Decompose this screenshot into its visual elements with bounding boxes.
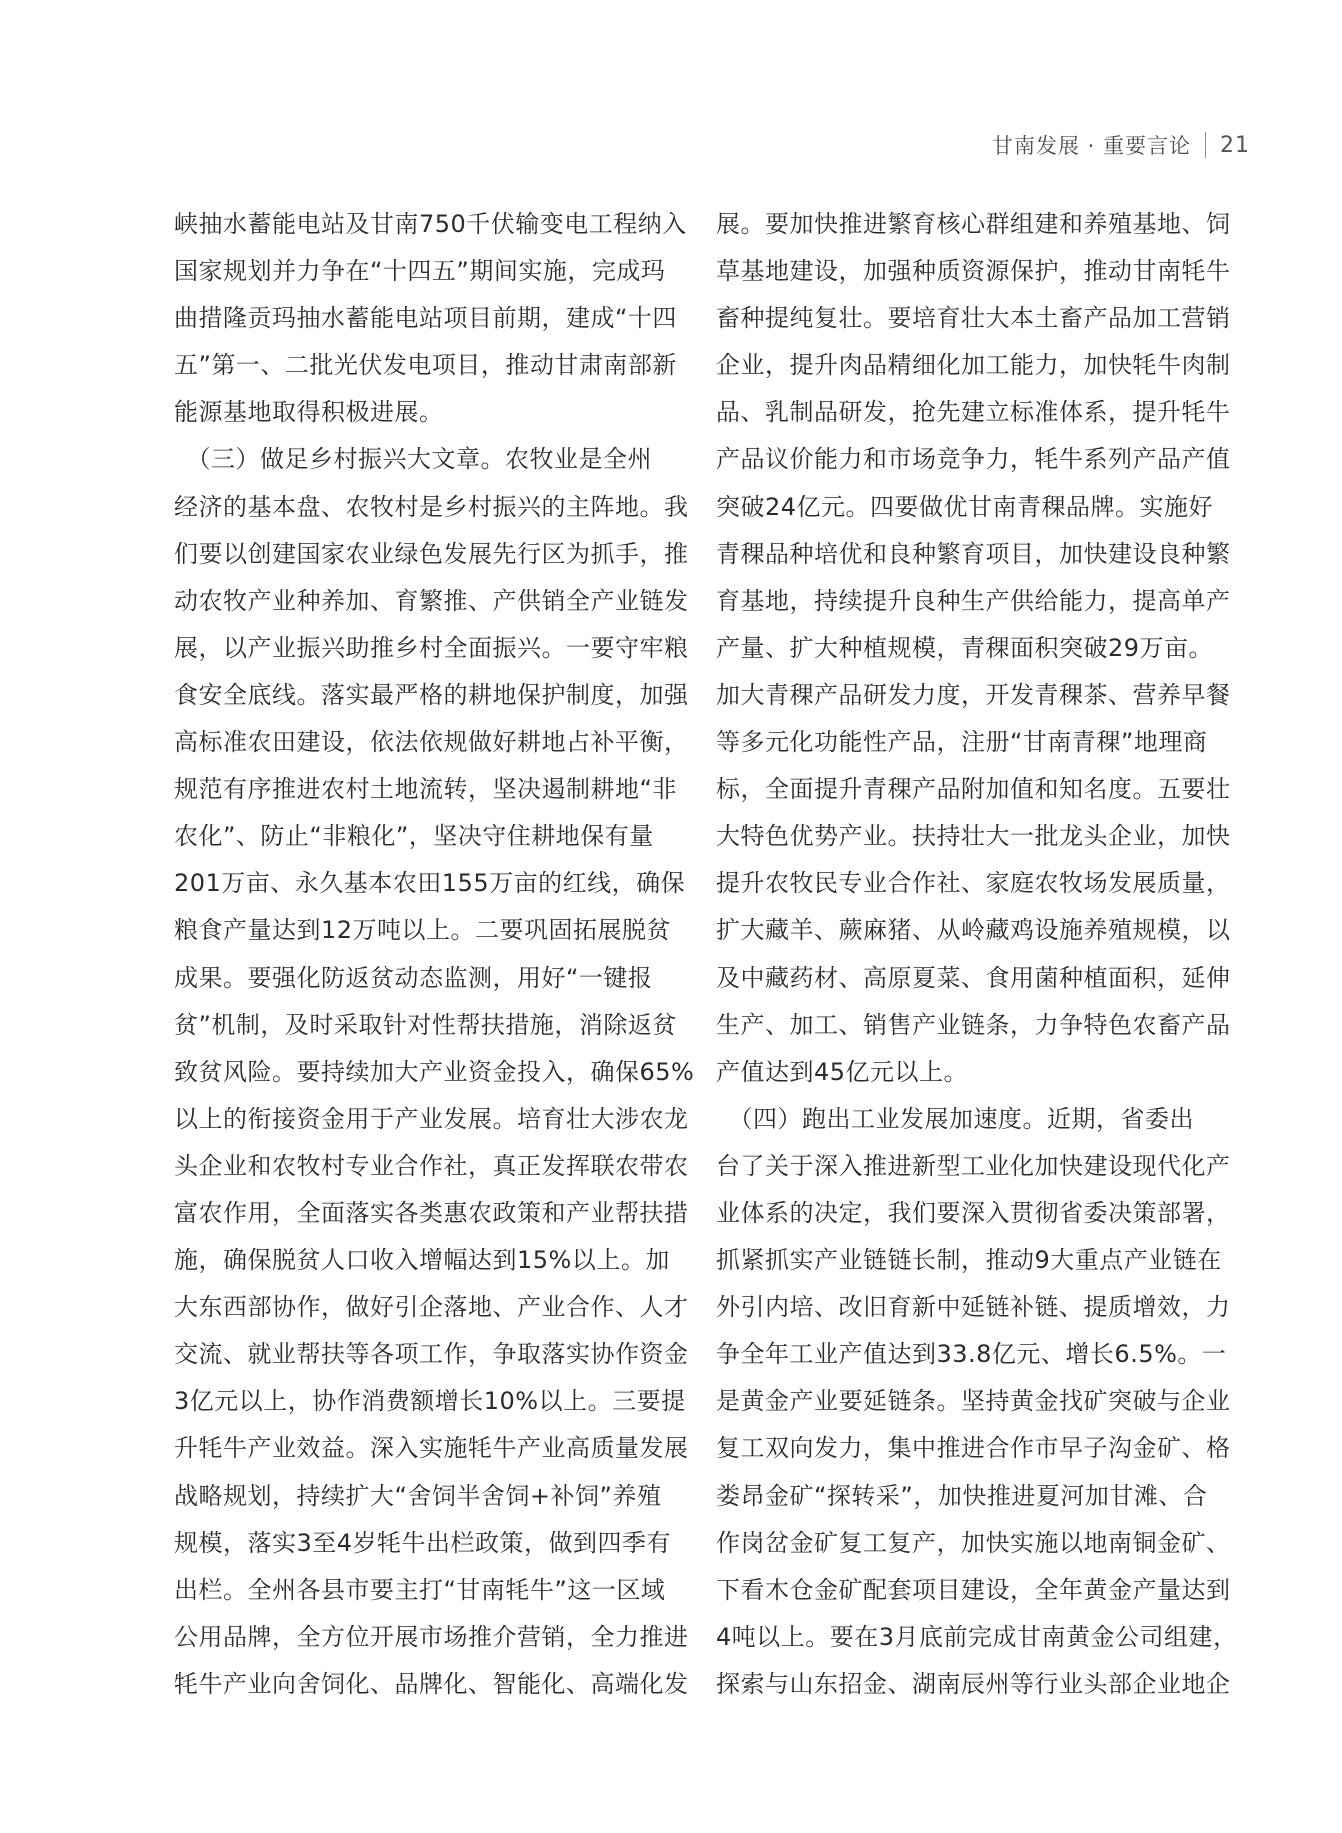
- text-line: 规范有序推进农村土地流转，坚决遏制耕地“非: [174, 775, 677, 804]
- text-line: 及中藏药材、高原夏菜、食用菌种植面积，延伸: [716, 963, 1231, 992]
- text-line: （四）跑出工业发展加速度。近期，省委出: [716, 1104, 1194, 1133]
- text-line: 农化”、防止“非粮化”，坚决守住耕地保有量: [174, 822, 654, 851]
- text-line: 战略规划，持续扩大“舍饲半舍饲+补饲”养殖: [174, 1481, 662, 1510]
- header-title: 甘南发展 · 重要言论: [991, 134, 1191, 158]
- text-line: 下看木仓金矿配套项目建设，全年黄金产量达到: [716, 1575, 1231, 1604]
- text-line: 国家规划并力争在“十四五”期间实施，完成玛: [174, 257, 666, 286]
- text-line: 复工双向发力，集中推进合作市早子沟金矿、格: [716, 1434, 1231, 1463]
- text-line: 等多元化功能性产品，注册“甘南青稞”地理商: [716, 728, 1208, 757]
- text-line: 外引内培、改旧育新中延链补链、提质增效，力: [716, 1293, 1231, 1322]
- text-line: 3亿元以上，协作消费额增长10%以上。三要提: [174, 1387, 686, 1416]
- text-line: 规模，落实3至4岁牦牛出栏政策，做到四季有: [174, 1528, 672, 1557]
- text-line: 动农牧产业种养加、育繁推、产供销全产业链发: [174, 586, 689, 615]
- text-line: 以上的衔接资金用于产业发展。培育壮大涉农龙: [174, 1104, 689, 1133]
- text-line: 标，全面提升青稞产品附加值和知名度。五要壮: [716, 775, 1231, 804]
- text-line: 娄昂金矿“探转采”，加快推进夏河加甘滩、合: [716, 1481, 1208, 1510]
- text-line: 育基地，持续提升良种生产供给能力，提高单产: [716, 586, 1231, 615]
- left-column: [174, 201, 695, 1708]
- text-line: 能源基地取得积极进展。: [174, 398, 444, 427]
- text-line: 成果。要强化防返贫动态监测，用好“一键报: [174, 963, 653, 992]
- text-line: 产值达到45亿元以上。: [716, 1057, 969, 1086]
- text-line: 抓紧抓实产业链链长制，推动9大重点产业链在: [716, 1246, 1222, 1275]
- text-line: 食安全底线。落实最严格的耕地保护制度，加强: [174, 680, 689, 709]
- text-line: 是黄金产业要延链条。坚持黄金找矿突破与企业: [716, 1387, 1231, 1416]
- text-line: 争全年工业产值达到33.8亿元、增长6.5%。一: [716, 1340, 1227, 1369]
- text-line: 201万亩、永久基本农田155万亩的红线，确保: [174, 869, 686, 898]
- page-number: 21: [1220, 132, 1250, 158]
- text-line: 台了关于深入推进新型工业化加快建设现代化产: [716, 1151, 1231, 1180]
- right-column: [716, 201, 1238, 1708]
- text-line: 富农作用，全面落实各类惠农政策和产业帮扶措: [174, 1198, 689, 1227]
- text-line: 曲措隆贡玛抽水蓄能电站项目前期，建成“十四: [174, 304, 677, 333]
- text-line: 峡抽水蓄能电站及甘南750千伏输变电工程纳入: [174, 210, 687, 238]
- text-line: 高标准农田建设，依法依规做好耕地占补平衡，: [174, 728, 689, 757]
- text-line: 交流、就业帮扶等各项工作，争取落实协作资金: [174, 1340, 689, 1369]
- text-line: 品、乳制品研发，抢先建立标准体系，提升牦牛: [716, 398, 1231, 427]
- text-line: 业体系的决定，我们要深入贯彻省委决策部署，: [716, 1198, 1231, 1227]
- text-line: 扩大藏羊、蕨麻猪、从岭藏鸡设施养殖规模，以: [716, 916, 1231, 945]
- text-line: 企业，提升肉品精细化加工能力，加快牦牛肉制: [716, 351, 1231, 380]
- text-line: 们要以创建国家农业绿色发展先行区为抓手，推: [174, 539, 689, 568]
- text-line: 产量、扩大种植规模，青稞面积突破29万亩。: [716, 633, 1214, 662]
- text-line: 畜种提纯复壮。要培育壮大本土畜产品加工营销: [716, 304, 1231, 333]
- text-line: 五”第一、二批光伏发电项目，推动甘肃南部新: [174, 351, 677, 380]
- header-divider: [1205, 132, 1206, 158]
- text-line: 作岗岔金矿复工复产，加快实施以地南铜金矿、: [716, 1528, 1231, 1557]
- text-line: 致贫风险。要持续加大产业资金投入，确保65%: [174, 1057, 695, 1086]
- text-line: 加大青稞产品研发力度，开发青稞茶、营养早餐: [716, 680, 1231, 709]
- text-line: 生产、加工、销售产业链条，力争特色农畜产品: [716, 1010, 1231, 1039]
- text-line: 产品议价能力和市场竞争力，牦牛系列产品产值: [716, 445, 1231, 474]
- text-line: 经济的基本盘、农牧村是乡村振兴的主阵地。我: [174, 492, 689, 521]
- running-header: [992, 130, 1250, 160]
- text-line: 施，确保脱贫人口收入增幅达到15%以上。加: [174, 1246, 670, 1275]
- text-line: 大特色优势产业。扶持壮大一批龙头企业，加快: [716, 822, 1231, 851]
- text-line: 公用品牌，全方位开展市场推介营销，全力推进: [174, 1622, 689, 1651]
- text-line: 牦牛产业向舍饲化、品牌化、智能化、高端化发: [174, 1669, 689, 1698]
- text-line: 探索与山东招金、湖南辰州等行业头部企业地企: [716, 1669, 1231, 1698]
- text-line: 粮食产量达到12万吨以上。二要巩固拓展脱贫: [174, 916, 672, 945]
- text-line: 展，以产业振兴助推乡村全面振兴。一要守牢粮: [174, 633, 689, 662]
- text-line: 展。要加快推进繁育核心群组建和养殖基地、饲: [716, 210, 1231, 238]
- text-line: 青稞品种培优和良种繁育项目，加快建设良种繁: [716, 539, 1231, 568]
- text-line: 升牦牛产业效益。深入实施牦牛产业高质量发展: [174, 1434, 689, 1463]
- text-line: 出栏。全州各县市要主打“甘南牦牛”这一区域: [174, 1575, 666, 1604]
- text-line: 4吨以上。要在3月底前完成甘南黄金公司组建，: [716, 1622, 1238, 1651]
- text-line: 突破24亿元。四要做优甘南青稞品牌。实施好: [716, 492, 1214, 521]
- text-line: 贫”机制，及时采取针对性帮扶措施，消除返贫: [174, 1010, 677, 1039]
- text-line: （三）做足乡村振兴大文章。农牧业是全州: [174, 445, 652, 474]
- text-line: 提升农牧民专业合作社、家庭农牧场发展质量，: [716, 869, 1231, 898]
- text-line: 头企业和农牧村专业合作社，真正发挥联农带农: [174, 1151, 689, 1180]
- text-line: 草基地建设，加强种质资源保护，推动甘南牦牛: [716, 257, 1231, 286]
- text-line: 大东西部协作，做好引企落地、产业合作、人才: [174, 1293, 689, 1322]
